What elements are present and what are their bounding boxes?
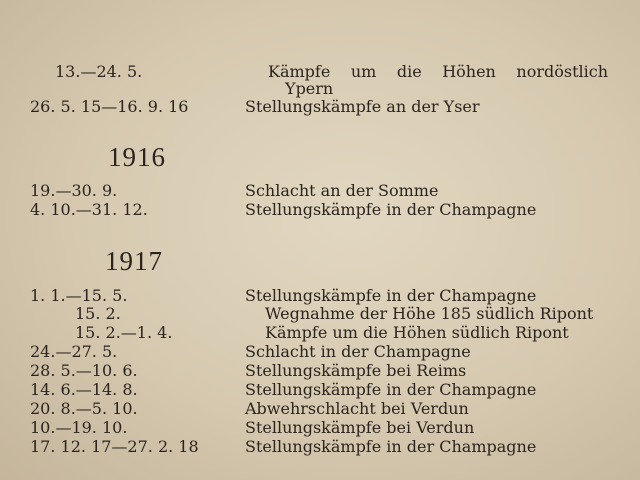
entry-text: Kämpfe um die Höhen nordöstlich (268, 62, 608, 81)
year-heading: 1916 (108, 142, 166, 172)
entry-date: 1. 1.—15. 5. (30, 286, 128, 305)
entry-text: Kämpfe um die Höhen südlich Ripont (265, 323, 569, 342)
entry-date: 26. 5. 15—16. 9. 16 (30, 97, 189, 116)
entry-date: 15. 2.—1. 4. (75, 323, 173, 342)
entry-date: 14. 6.—14. 8. (30, 380, 138, 399)
entry-text: Wegnahme der Höhe 185 südlich Ripont (265, 304, 594, 323)
entry-date: 19.—30. 9. (30, 181, 118, 200)
entry-text: Stellungskämpfe in der Champagne (245, 437, 537, 456)
entry-date: 28. 5.—10. 6. (30, 361, 138, 380)
year-heading: 1917 (105, 246, 163, 276)
entry-date: 10.—19. 10. (30, 418, 128, 437)
entry-text: Stellungskämpfe an der Yser (245, 97, 480, 116)
entry-text: Schlacht an der Somme (245, 181, 439, 200)
entry-text: Stellungskämpfe bei Reims (245, 361, 467, 380)
entry-date: 24.—27. 5. (30, 342, 118, 361)
entry-text-continuation: Ypern (285, 79, 334, 98)
entry-text: Stellungskämpfe in der Champagne (245, 200, 537, 219)
entry-text: Stellungskämpfe bei Verdun (245, 418, 475, 437)
entry-text: Abwehrschlacht bei Verdun (245, 399, 469, 418)
entry-date: 17. 12. 17—27. 2. 18 (30, 437, 199, 456)
entry-text: Schlacht in der Champagne (245, 342, 471, 361)
entry-date: 20. 8.—5. 10. (30, 399, 138, 418)
entry-date: 13.—24. 5. (55, 62, 143, 81)
entry-date: 4. 10.—31. 12. (30, 200, 148, 219)
entry-date: 15. 2. (75, 304, 121, 323)
entry-text: Stellungskämpfe in der Champagne (245, 380, 537, 399)
entry-text: Stellungskämpfe in der Champagne (245, 286, 537, 305)
